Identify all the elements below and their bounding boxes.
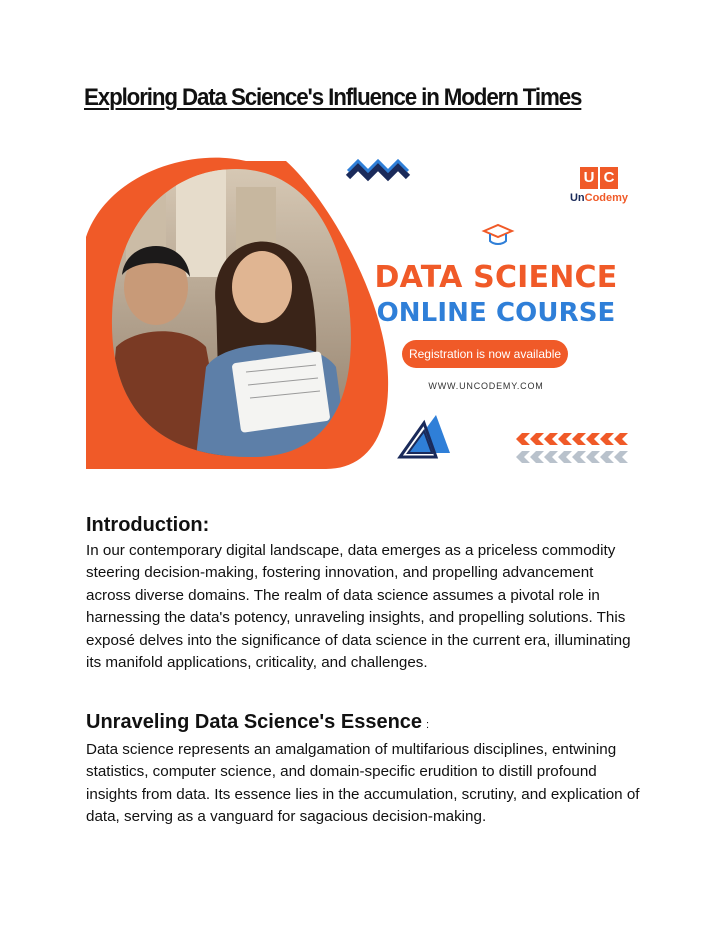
logo-wordmark-part2: Codemy — [584, 192, 629, 204]
section-body-essence: Data science represents an amalgamation of multifarious disciplines, entwining statistics, computer science, and domain-specific erudition to distill profound insights from data. Its essence lies in the accumulation, scrutiny, and explication of data, serving as a vanguard for sagacious decision-making. — [86, 741, 640, 826]
graduation-cap-icon — [484, 225, 512, 244]
document-title: Exploring Data Science's Influence in Modern Times — [84, 84, 582, 111]
logo-wordmark-part1: Un — [569, 192, 585, 204]
course-title-line2: ONLINE COURSE — [376, 298, 616, 328]
section-heading-introduction: Introduction: — [86, 514, 210, 536]
section-body-introduction: In our contemporary digital landscape, data emerges as a priceless commodity steering decision-making, fostering innovation, and propelling advancement across diverse domains. The realm of data science assumes a pivotal role in harnessing the data's potency, unraveling insights, and propelling solutions. This exposé delves into the significance of data science in the current era, illuminating its manifold applications, criticality, and challenges. — [86, 542, 631, 672]
section-heading-essence — [86, 711, 429, 734]
course-title-line1: DATA SCIENCE — [374, 260, 618, 295]
course-banner-image — [86, 157, 634, 469]
section-heading-essence-text: Unraveling Data Science's Essence — [86, 711, 423, 733]
registration-badge: Registration is now available — [402, 340, 568, 368]
chevron-arrows-decoration — [516, 433, 628, 463]
logo-letter-c: C — [600, 167, 618, 189]
website-url: WWW.UNCODEMY.COM — [428, 381, 544, 391]
section-heading-essence-colon: : — [426, 719, 430, 731]
logo-wordmark — [564, 192, 634, 204]
zigzag-decoration — [348, 167, 408, 177]
triangle-decoration — [400, 415, 450, 457]
uncodemy-logo — [564, 167, 634, 204]
logo-letter-u: U — [580, 167, 598, 189]
